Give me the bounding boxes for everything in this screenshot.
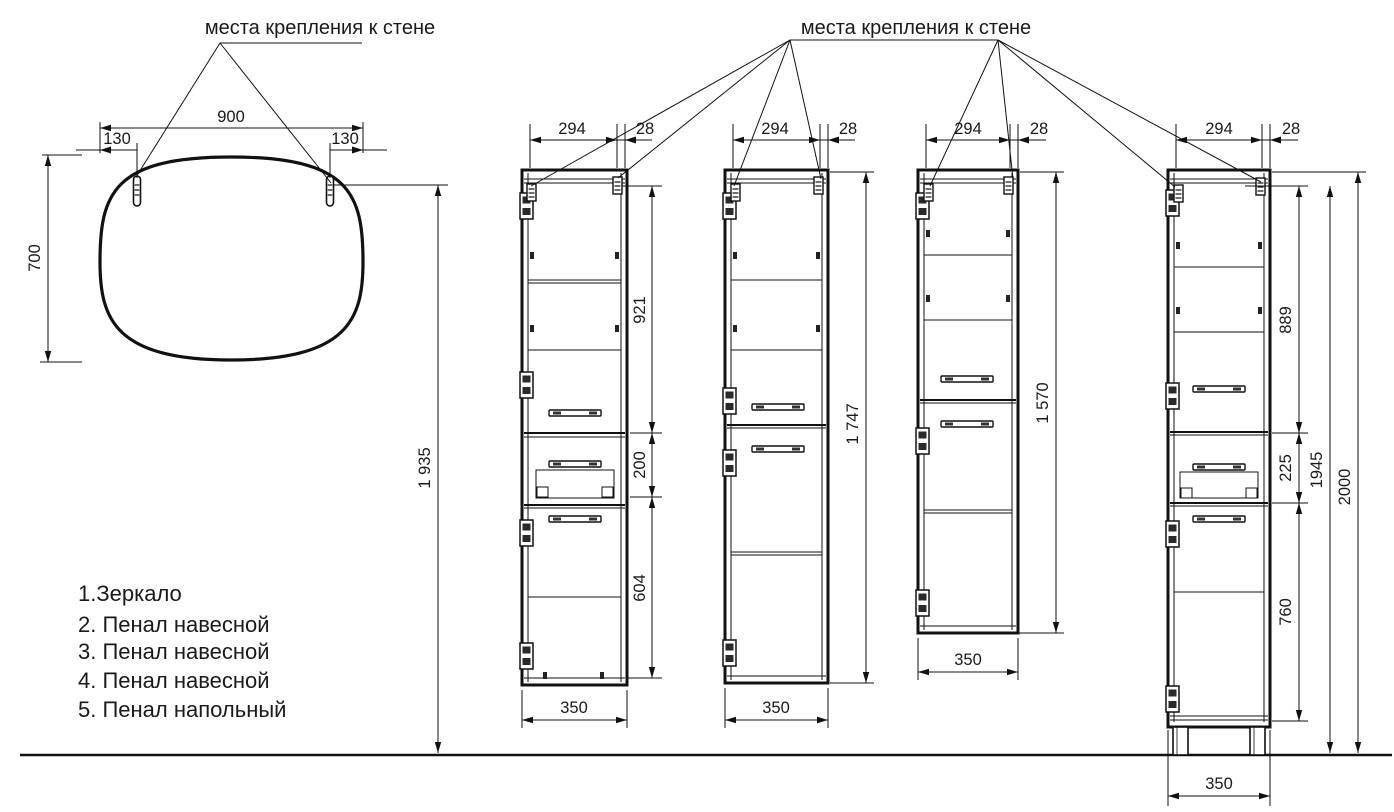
wall-bracket-icon xyxy=(731,184,740,201)
cabinet1-wall-gap-dim: 28 xyxy=(635,120,655,138)
mirror-hook-icon xyxy=(327,176,334,206)
door-handle xyxy=(549,516,601,522)
legend-item: 5. Пенал напольный xyxy=(78,697,287,722)
cabinet3-bottom-width-dim: 350 xyxy=(954,651,982,669)
shelf-pin xyxy=(733,325,737,332)
shelf-pin xyxy=(1176,307,1180,314)
door-handle xyxy=(752,446,804,452)
shelf-pin xyxy=(600,672,604,679)
cabinet-outline xyxy=(918,170,1018,633)
door-handle xyxy=(941,421,993,427)
leader-line xyxy=(790,40,821,179)
cabinet-leg xyxy=(1173,727,1188,755)
door-handle xyxy=(1193,516,1245,522)
leader-line xyxy=(618,40,790,178)
shelf-pin xyxy=(530,325,534,332)
cabinet1-bottom-width-dim: 350 xyxy=(560,699,588,717)
cabinet2-bottom-width-dim: 350 xyxy=(762,699,790,717)
arrowhead xyxy=(625,137,636,144)
door-handle xyxy=(941,376,993,382)
cabinet2-wall-gap-dim: 28 xyxy=(838,120,858,138)
cabinet3-height-dim: 1 570 xyxy=(1034,382,1052,424)
cabinet5-wall-gap-dim: 28 xyxy=(1281,120,1301,138)
shelf-pin xyxy=(615,252,619,259)
hinge-icon xyxy=(916,428,929,454)
cabinet5-inner-width-dim: 294 xyxy=(1205,120,1233,138)
door-handle xyxy=(752,404,804,410)
cabinet-floor-drawing xyxy=(1166,120,1366,806)
wall-mount-callout-left xyxy=(136,17,435,183)
cabinet5-lower-section-dim: 760 xyxy=(1277,598,1295,626)
hinge-icon xyxy=(723,640,736,666)
shelf-pin xyxy=(926,295,930,302)
wall-bracket-icon xyxy=(1004,177,1013,194)
hinge-icon xyxy=(1166,383,1179,409)
hinge-icon xyxy=(520,520,533,546)
cabinet1-drawer-section-dim: 200 xyxy=(631,451,649,479)
cabinet3-inner-width-dim: 294 xyxy=(954,120,982,138)
hinge-icon xyxy=(520,643,533,669)
shelf-pin xyxy=(926,230,930,237)
legend-item: 1.Зеркало xyxy=(78,581,182,606)
shelf-pin xyxy=(1258,242,1262,249)
hinge-icon xyxy=(520,372,533,398)
shelf-pin xyxy=(1176,242,1180,249)
legend-item: 4. Пенал навесной xyxy=(78,668,270,693)
hinge-icon xyxy=(1166,521,1179,547)
shelf-pin xyxy=(1258,307,1262,314)
mirror-height-dim: 700 xyxy=(26,244,44,272)
drawer-handle xyxy=(549,461,601,467)
shelf-pin xyxy=(733,252,737,259)
cabinet2-inner-width-dim: 294 xyxy=(761,120,789,138)
wall-mount-label: места крепления к стене xyxy=(204,17,436,39)
cabinet3-wall-gap-dim: 28 xyxy=(1029,120,1049,138)
arrowhead xyxy=(828,137,839,144)
wall-bracket-icon xyxy=(814,177,823,194)
arrowhead xyxy=(1270,137,1281,144)
wall-mount-label: места крепления к стене xyxy=(800,17,1032,39)
cabinet-outline xyxy=(725,170,828,683)
shelf-pin xyxy=(816,325,820,332)
cabinet1-upper-section-dim: 921 xyxy=(631,296,649,324)
cabinet-leg xyxy=(1250,727,1265,755)
cabinet-hung-2-drawing xyxy=(723,120,874,728)
wall-bracket-icon xyxy=(527,184,536,201)
hinge-icon xyxy=(916,590,929,616)
cabinet5-bottom-width-dim: 350 xyxy=(1205,775,1233,793)
wall-bracket-icon xyxy=(1174,185,1183,202)
mirror-mount-height-dim: 1 935 xyxy=(416,447,434,489)
cabinet5-upper-section-dim: 889 xyxy=(1277,306,1295,334)
door-handle xyxy=(549,410,601,416)
legend-item: 2. Пенал навесной xyxy=(78,612,270,637)
door-handle xyxy=(1193,386,1245,392)
cabinet-hung-3-drawing xyxy=(916,120,1064,680)
mirror-offset-right-dim: 130 xyxy=(331,130,359,148)
cabinet5-drawer-section-dim: 225 xyxy=(1277,454,1295,482)
cabinet-outline xyxy=(1168,170,1270,727)
wall-bracket-icon xyxy=(613,177,622,194)
cabinet1-inner-width-dim: 294 xyxy=(558,120,586,138)
cabinet1-lower-section-dim: 604 xyxy=(631,574,649,602)
cabinet5-body-height-dim: 1945 xyxy=(1308,451,1326,489)
mirror-width-dim: 900 xyxy=(217,108,245,126)
cabinet2-height-dim: 1 747 xyxy=(844,403,862,445)
shelf-pin xyxy=(530,252,534,259)
shelf-pin xyxy=(543,672,547,679)
hinge-icon xyxy=(723,388,736,414)
leader-line xyxy=(998,40,1175,187)
legend xyxy=(78,581,286,722)
leader-line xyxy=(531,40,790,186)
hinge-icon xyxy=(1166,686,1179,712)
shelf-pin xyxy=(1006,295,1010,302)
leader-line xyxy=(998,40,1261,182)
leader-line xyxy=(998,40,1013,179)
arrowhead xyxy=(1018,137,1029,144)
shelf-pin xyxy=(1006,230,1010,237)
leader-line xyxy=(930,40,998,186)
wall-mount-callout-right xyxy=(531,17,1261,187)
shelf-pin xyxy=(615,325,619,332)
shelf-pin xyxy=(816,252,820,259)
legend-item: 3. Пенал навесной xyxy=(78,639,270,664)
wall-bracket-icon xyxy=(924,184,933,201)
drawer-handle xyxy=(1193,464,1245,470)
cabinet-hung-1-drawing xyxy=(520,120,662,728)
cabinet-outline xyxy=(522,170,627,685)
mirror-offset-left-dim: 130 xyxy=(103,130,131,148)
hinge-icon xyxy=(723,450,736,476)
mirror-hook-icon xyxy=(134,176,141,206)
cabinet5-total-height-dim: 2000 xyxy=(1336,468,1354,506)
